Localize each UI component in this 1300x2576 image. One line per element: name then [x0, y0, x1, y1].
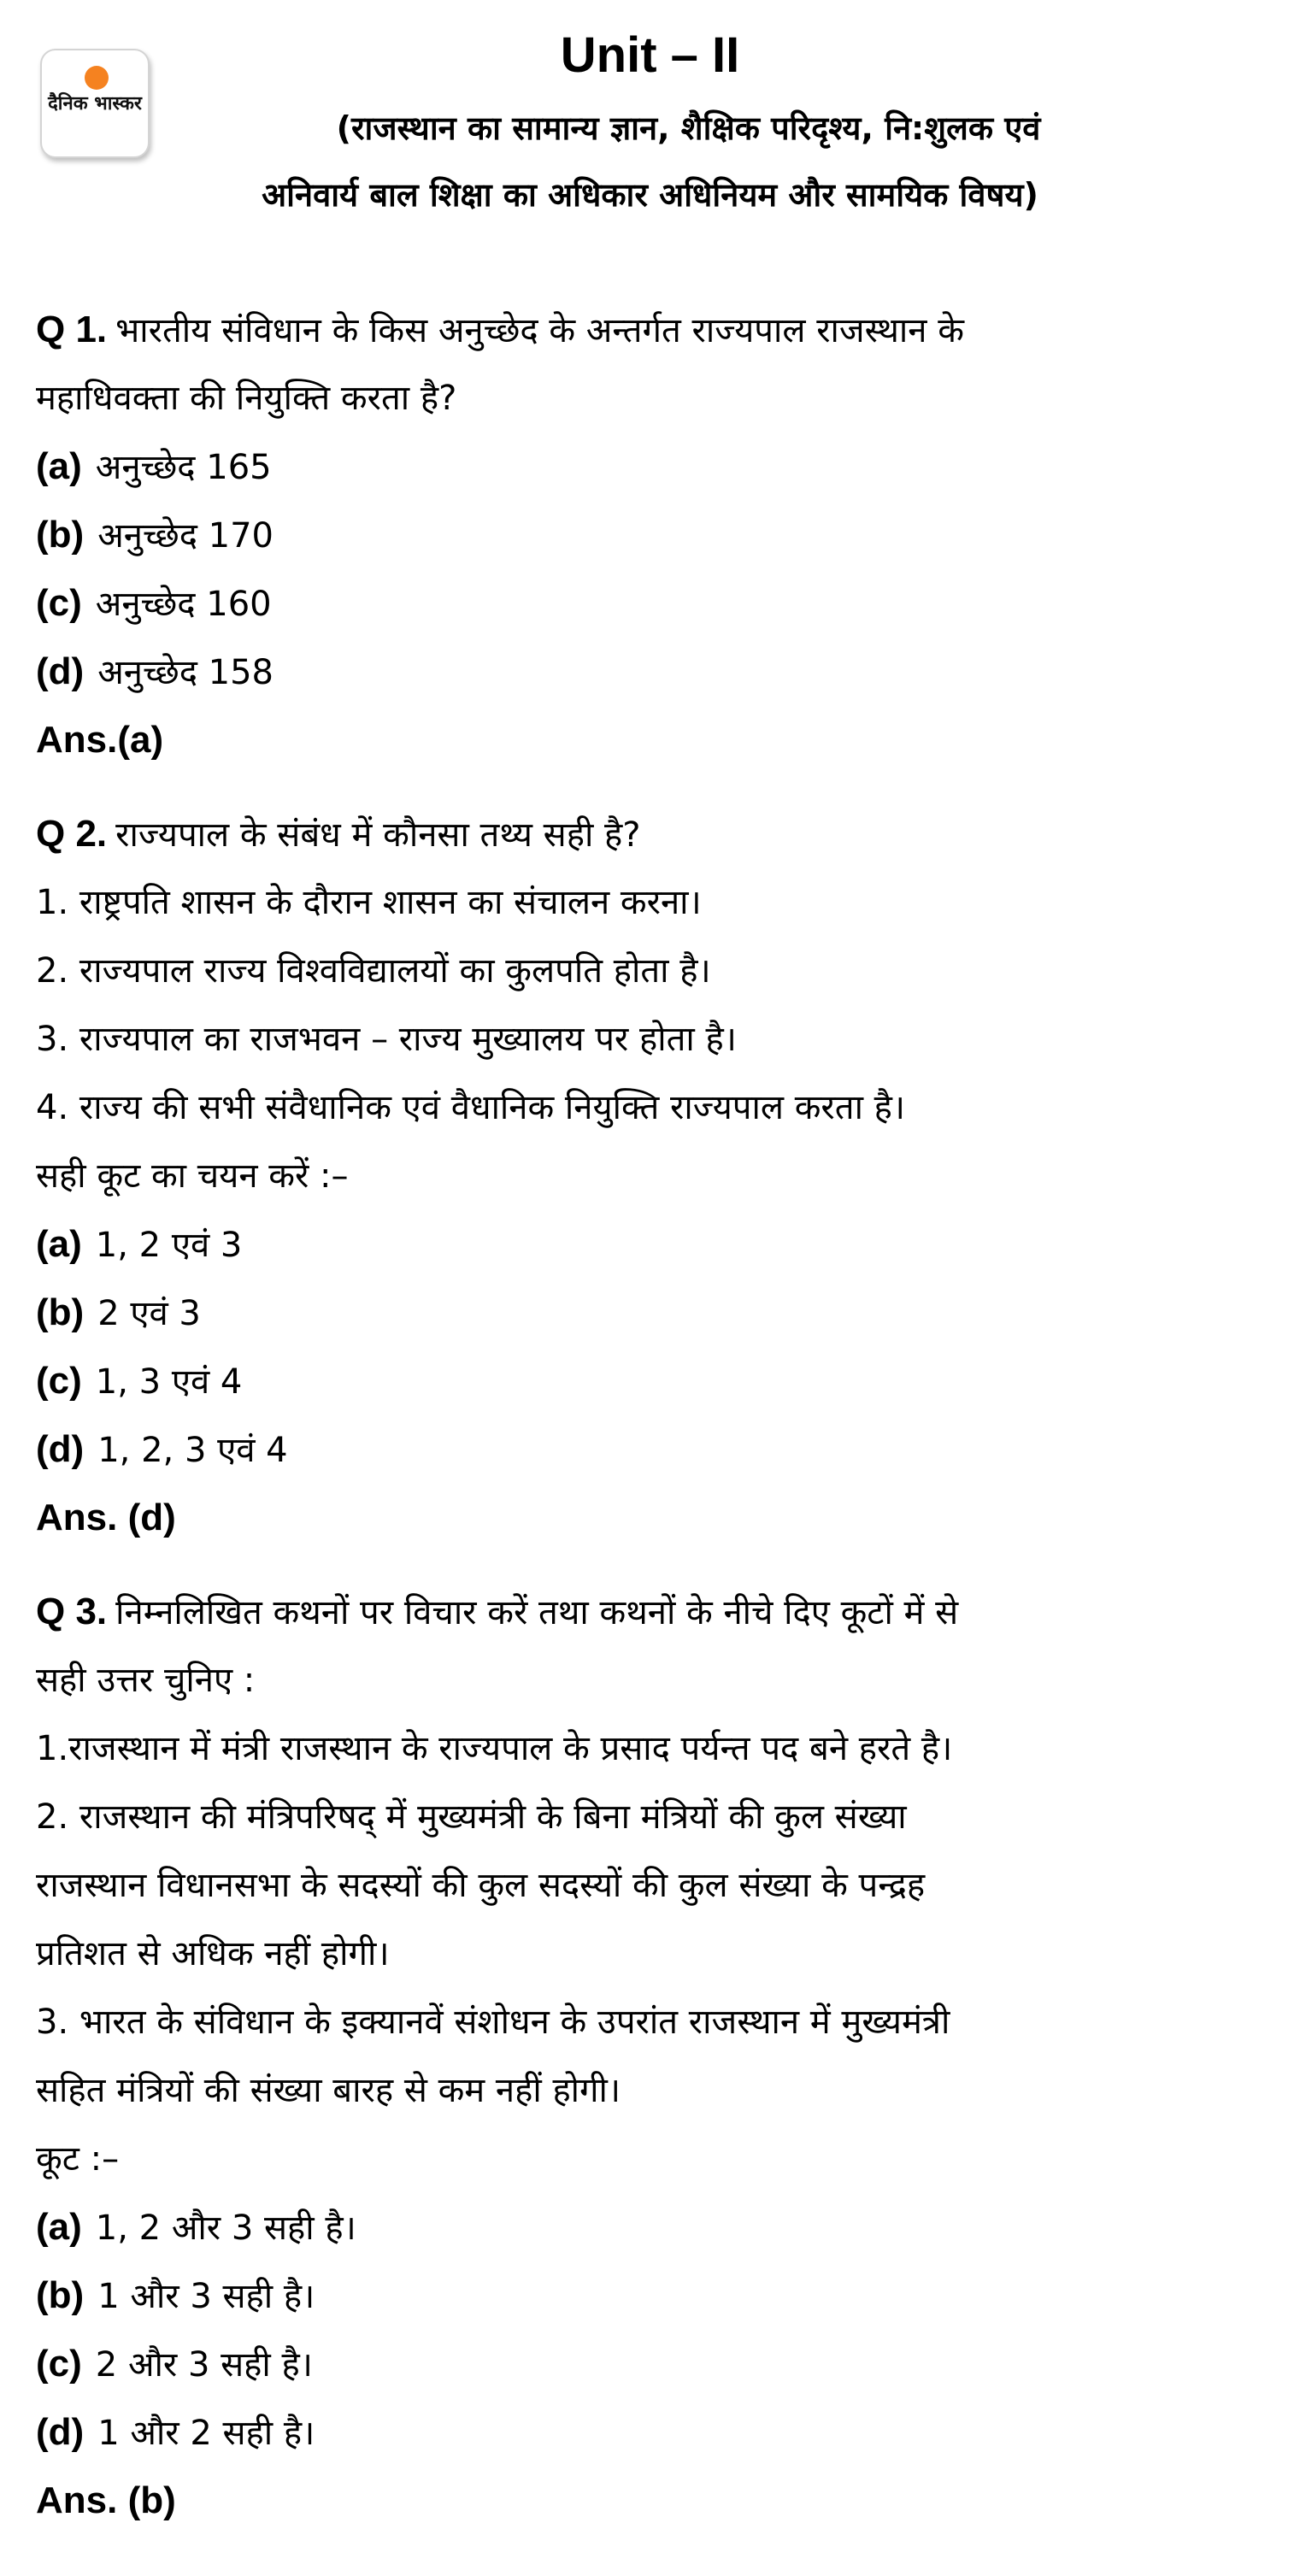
- option-text: अनुच्छेद 165: [95, 448, 272, 487]
- question-1-option-c: [36, 579, 272, 628]
- question-1-line-2: महाधिवक्ता की नियुक्ति करता है?: [36, 379, 457, 418]
- option-key: (c): [36, 582, 82, 624]
- option-key: (a): [36, 445, 82, 487]
- page-title: Unit – II: [560, 27, 740, 83]
- question-3-statement-2-line-1: 2. राजस्थान की मंत्रिपरिषद् में मुख्यमंत्री के बिना मंत्रियों की कुल संख्या: [36, 1797, 907, 1837]
- option-text: अनुच्छेद 158: [97, 653, 274, 692]
- question-text: राज्यपाल के संबंध में कौनसा तथ्य सही है?: [115, 815, 641, 855]
- option-text: 1 और 3 सही है।: [97, 2277, 315, 2316]
- option-text: 1, 2, 3 एवं 4: [97, 1431, 288, 1470]
- question-3-option-a: [36, 2203, 356, 2252]
- question-number: Q 1.: [36, 309, 108, 350]
- option-key: (c): [36, 2343, 82, 2385]
- option-text: 1, 3 एवं 4: [95, 1362, 243, 1402]
- option-text: 1, 2 एवं 3: [95, 1226, 243, 1265]
- option-text: अनुच्छेद 160: [95, 585, 272, 624]
- option-key: (b): [36, 1291, 85, 1333]
- subtitle-line-1: (राजस्थान का सामान्य ज्ञान, शैक्षिक परिदृश्य, नि:शुलक एवं: [336, 109, 1041, 147]
- question-text: भारतीय संविधान के किस अनुच्छेद के अन्तर्गत राज्यपाल राजस्थान के: [115, 311, 964, 350]
- question-1-answer: Ans.(a): [36, 719, 164, 761]
- question-3-line-1: [36, 1588, 958, 1637]
- question-3-code-label: कूट :–: [36, 2139, 120, 2179]
- question-2-statement-1: 1. राष्ट्रपति शासन के दौरान शासन का संचालन करना।: [36, 883, 702, 922]
- question-3-answer: Ans. (b): [36, 2479, 176, 2521]
- question-2-line-1: [36, 810, 641, 859]
- option-text: अनुच्छेद 170: [97, 516, 274, 556]
- question-1-option-b: [36, 511, 274, 560]
- question-2-statement-2: 2. राज्यपाल राज्य विश्वविद्यालयों का कुलपति होता है।: [36, 951, 711, 991]
- question-1-option-d: [36, 648, 274, 697]
- option-text: 2 और 3 सही है।: [95, 2345, 313, 2385]
- question-2-option-b: [36, 1289, 201, 1338]
- option-key: (c): [36, 1360, 82, 1402]
- question-text: निम्नलिखित कथनों पर विचार करें तथा कथनों के नीचे दिए कूटों में से: [115, 1593, 959, 1632]
- option-key: (b): [36, 2274, 85, 2316]
- subtitle-line-2: अनिवार्य बाल शिक्षा का अधिकार अधिनियम और सामयिक विषय): [262, 176, 1038, 214]
- question-3-option-b: [36, 2272, 315, 2320]
- option-text: 1, 2 और 3 सही है।: [95, 2208, 356, 2248]
- question-1-line-1: [36, 306, 964, 355]
- logo-text: दैनिक भास्कर: [48, 93, 142, 115]
- option-key: (d): [36, 650, 85, 692]
- question-3-statement-2-line-3: प्रतिशत से अधिक नहीं होगी।: [36, 1934, 390, 1973]
- option-key: (d): [36, 2411, 85, 2453]
- option-key: (d): [36, 1428, 85, 1470]
- question-2-prompt: सही कूट का चयन करें :–: [36, 1156, 349, 1196]
- question-3-line-2: सही उत्तर चुनिए :: [36, 1661, 256, 1700]
- option-text: 1 और 2 सही है।: [97, 2414, 315, 2453]
- option-text: 2 एवं 3: [97, 1294, 201, 1333]
- question-number: Q 2.: [36, 813, 108, 855]
- option-key: (b): [36, 514, 85, 556]
- option-key: (a): [36, 1223, 82, 1265]
- question-1-option-a: [36, 443, 272, 491]
- question-3-statement-3-line-1: 3. भारत के संविधान के इक्यानवें संशोधन के उपरांत राजस्थान में मुख्यमंत्री: [36, 2003, 950, 2042]
- question-3-statement-3-line-2: सहित मंत्रियों की संख्या बारह से कम नहीं होगी।: [36, 2071, 621, 2110]
- question-2-statement-3: 3. राज्यपाल का राजभवन – राज्य मुख्यालय पर होता है।: [36, 1020, 737, 1059]
- question-3-option-d: [36, 2408, 315, 2457]
- question-2-statement-4: 4. राज्य की सभी संवैधानिक एवं वैधानिक नियुक्ति राज्यपाल करता है।: [36, 1088, 906, 1127]
- question-3-statement-1: 1.राजस्थान में मंत्री राजस्थान के राज्यपाल के प्रसाद पर्यन्त पद बने हरते है।: [36, 1729, 953, 1768]
- question-number: Q 3.: [36, 1591, 108, 1632]
- question-3-option-c: [36, 2340, 313, 2389]
- option-key: (a): [36, 2206, 82, 2248]
- question-2-option-d: [36, 1426, 288, 1474]
- question-3-statement-2-line-2: राजस्थान विधानसभा के सदस्यों की कुल सदस्यों की कुल संख्या के पन्द्रह: [36, 1866, 926, 1905]
- question-2-option-c: [36, 1357, 242, 1406]
- question-2-answer: Ans. (d): [36, 1497, 176, 1538]
- question-2-option-a: [36, 1220, 242, 1269]
